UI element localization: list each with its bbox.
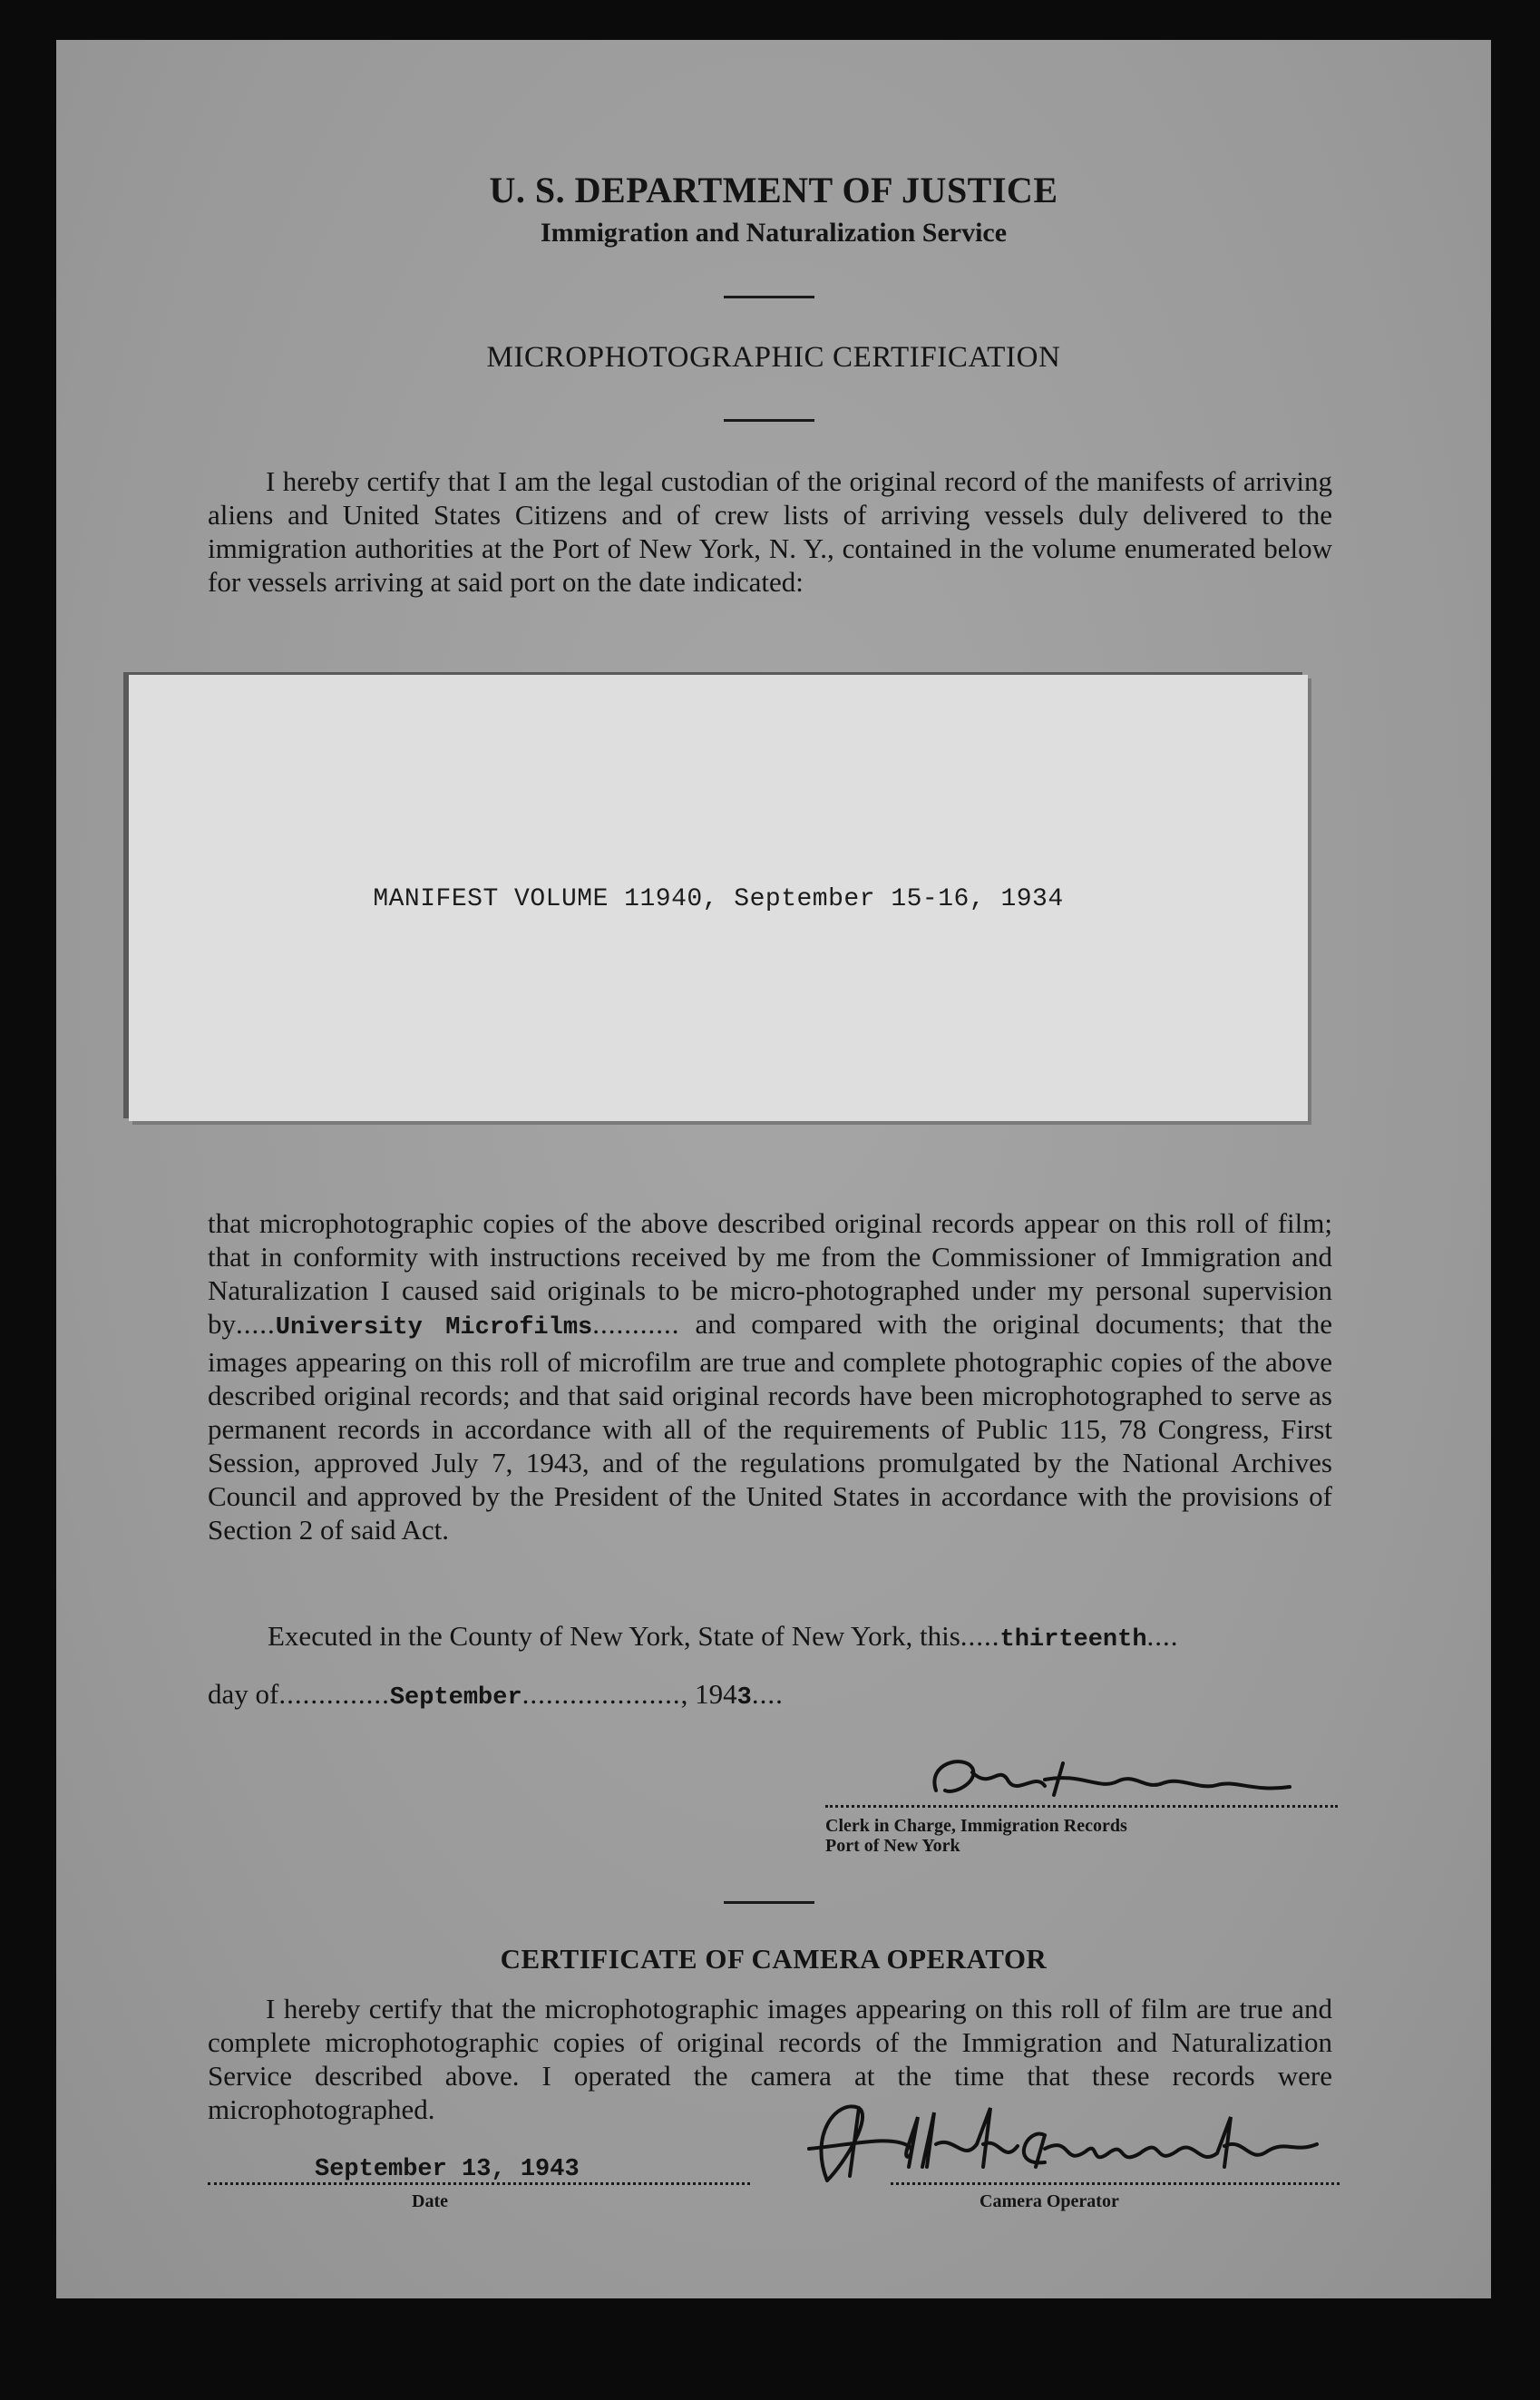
execution-line: Executed in the County of New York, State of New York, this.....thirteenth.... (268, 1620, 1179, 1654)
clerk-caption: Clerk in Charge, Immigration Records Port of New York (825, 1816, 1127, 1856)
camera-certificate-heading: CERTIFICATE OF CAMERA OPERATOR (500, 1943, 1048, 1975)
camera-operator-label: Camera Operator (980, 2191, 1119, 2211)
camera-date-label: Date (412, 2191, 448, 2211)
clerk-signature-line (825, 1805, 1338, 1808)
volume-card (129, 675, 1308, 1121)
department-title: U. S. DEPARTMENT OF JUSTICE (489, 170, 1058, 210)
service-subtitle: Immigration and Naturalization Service (540, 218, 1008, 248)
camera-operator-line (891, 2182, 1340, 2185)
body-part1: that microphotographic copies of the above described original records appear on this roll of film; that in conformity with instructions received by me from the Commissioner of Immigration and Naturalization I caused said originals to be micro-photographed under my personal supervision by (208, 1207, 1332, 1340)
certificate-page (56, 40, 1491, 2298)
document-title: MICROPHOTOGRAPHIC CERTIFICATION (486, 341, 1061, 374)
camera-date-value: September 13, 1943 (315, 2156, 580, 2183)
divider-rule (724, 419, 814, 422)
execution-month: September (389, 1684, 522, 1712)
volume-card-text: MANIFEST VOLUME 11940, September 15-16, 1934 (373, 885, 1064, 913)
camera-operator-signature (773, 2081, 1353, 2199)
divider-rule (724, 296, 814, 298)
body-paragraph: that microphotographic copies of the above described original records appear on this roll of film; that in conformity with instructions received by me from the Commissioner of Immigration and Naturalization I caused said originals to be micro-photographed under my personal supervision by.....University Microfilms........... and compared with the original documents; that the images appearing on this roll of microfilm are true and complete photographic copies of the above described original records; and that said original records have been microphotographed to serve as permanent records in accordance with all of the requirements of Public 115, 78 Congress, First Session, approved July 7, 1943, and of the regulations promulgated by the National Archives Council and approved by the President of the United States in accordance with the provisions of Section 2 of said Act. (208, 1207, 1332, 1546)
execution-year-digit: 3 (736, 1684, 752, 1712)
camera-certificate-paragraph: I hereby certify that the microphotographic images appearing on this roll of film are true and complete microphotographic copies of original records of the Immigration and Naturalization Service described above. I operated the camera at the time that these records were microphotographed. (208, 1993, 1332, 2125)
execution-prefix: Executed in the County of New York, State of New York, this (268, 1620, 960, 1652)
day-of-line: day of..............September...................., 1943.... (208, 1678, 784, 1712)
intro-paragraph: I hereby certify that I am the legal custodian of the original record of the manifests of arriving aliens and United States Citizens and of crew lists of arriving vessels duly delivered to the immigration authorities at the Port of New York, N. Y., contained in the volume enumerated below for vessels arriving at said port on the date indicated: (208, 465, 1332, 598)
photographer-name: University Microfilms (275, 1314, 593, 1341)
divider-rule (724, 1901, 814, 1904)
body-part2: and compared with the original documents; that the images appearing on this roll of microfilm are true and complete photographic copies of the above described original records; and that said original records have been microphotographed to serve as permanent records in accordance with all of the requirements of Public 115, 78 Congress, First Session, approved July 7, 1943, and of the regulations promulgated by the National Archives Council and approved by the President of the United States in accordance with the provisions of Section 2 of said Act. (208, 1308, 1332, 1546)
camera-date-line (208, 2182, 750, 2185)
execution-day: thirteenth (999, 1626, 1147, 1654)
